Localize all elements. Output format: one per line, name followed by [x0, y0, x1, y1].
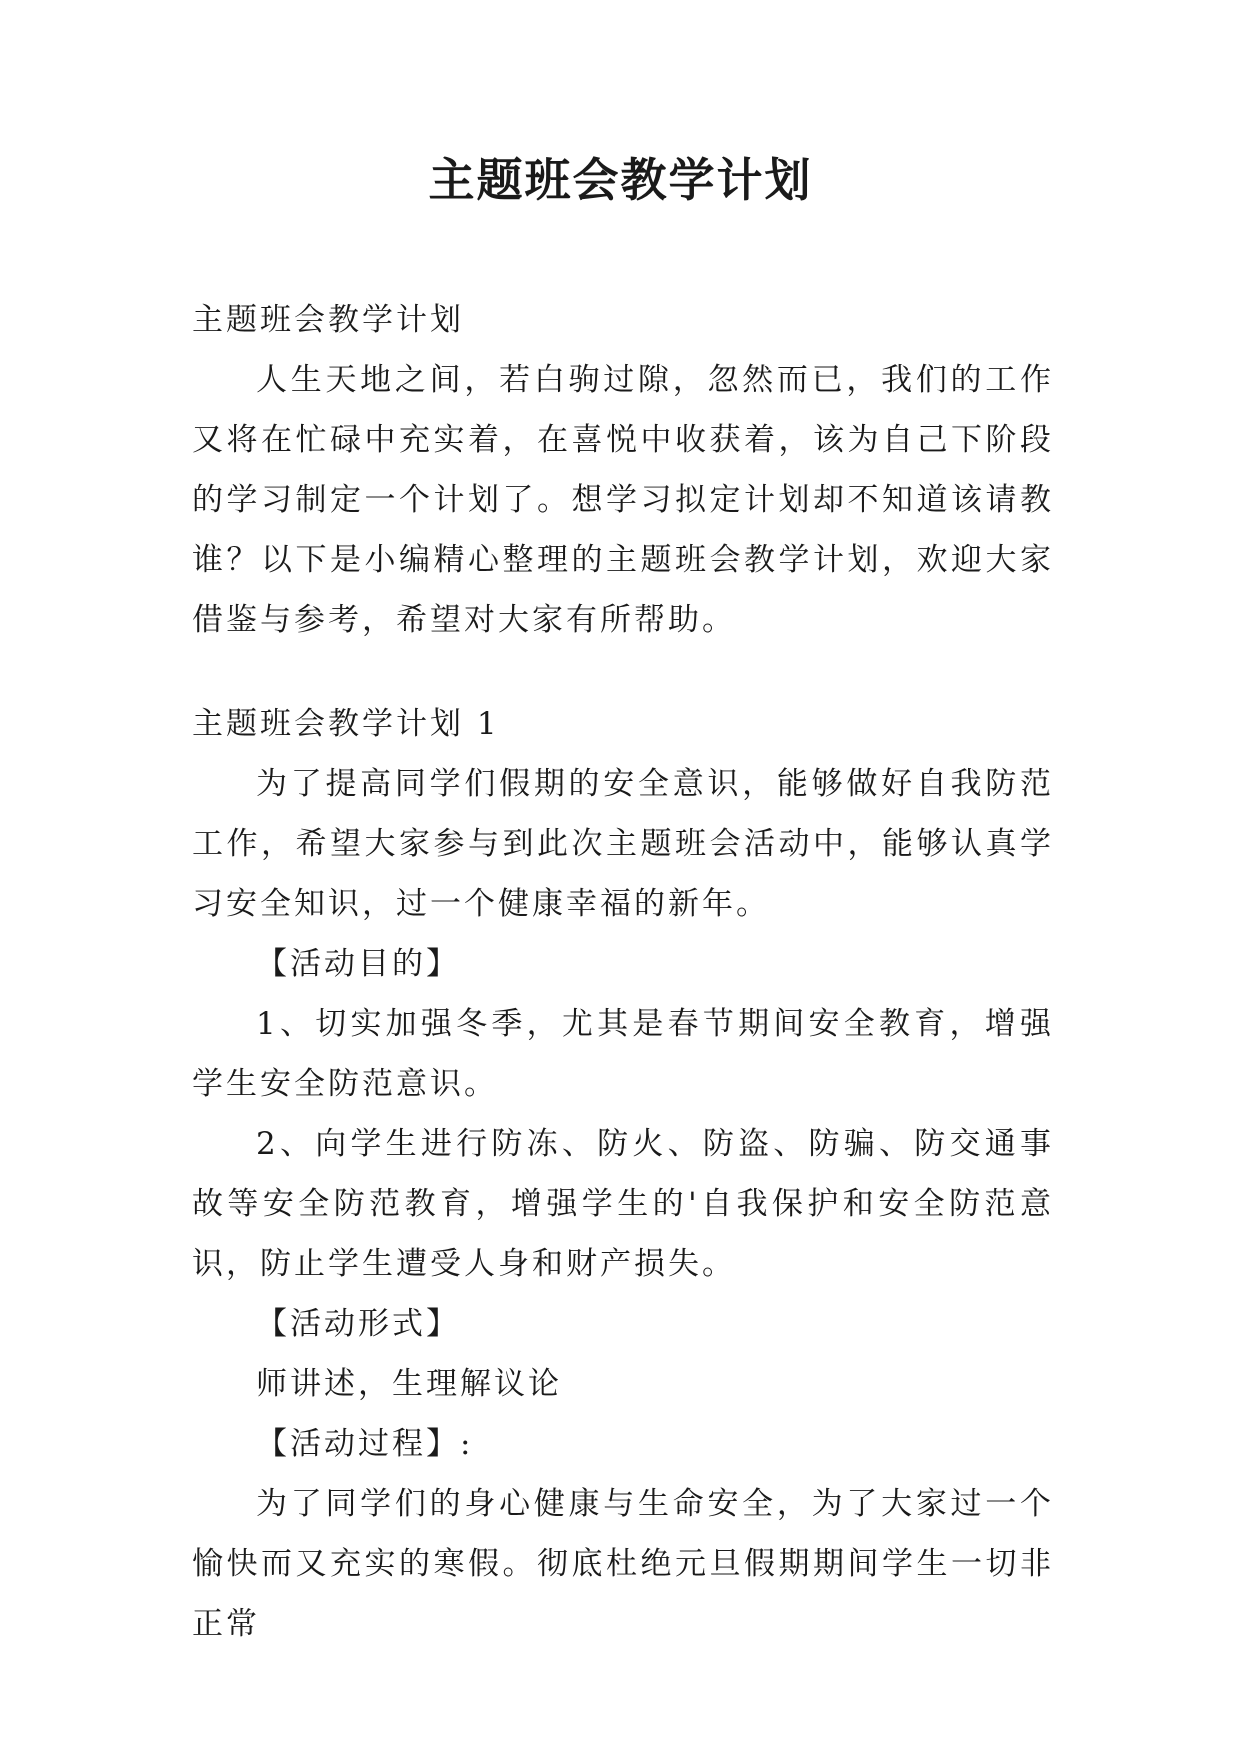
process-label: 【活动过程】: — [256, 1426, 474, 1462]
purpose-item-2: 2、向学生进行防冻、防火、防盗、防骗、防交通事故等安全防范教育，增强学生的'自我保护和安全防范意识，防止学生遭受人身和财产损失。 — [192, 1126, 1054, 1282]
intro-heading: 主题班会教学计划 — [192, 302, 464, 338]
form-label: 【活动形式】 — [256, 1306, 460, 1342]
section-1-heading: 主题班会教学计划 1 — [192, 706, 500, 742]
document-title: 主题班会教学计划 — [428, 153, 813, 207]
document-body — [192, 290, 1054, 1654]
purpose-label: 【活动目的】 — [256, 946, 460, 982]
section-1-paragraph: 为了提高同学们假期的安全意识，能够做好自我防范工作，希望大家参与到此次主题班会活动中，能够认真学习安全知识，过一个健康幸福的新年。 — [192, 766, 1054, 922]
intro-paragraph: 人生天地之间，若白驹过隙，忽然而已，我们的工作又将在忙碌中充实着，在喜悦中收获着，该为自己下阶段的学习制定一个计划了。想学习拟定计划却不知道该请教谁？以下是小编精心整理的主题班会教学计划，欢迎大家借鉴与参考，希望对大家有所帮助。 — [192, 362, 1054, 638]
purpose-item-1: 1、切实加强冬季，尤其是春节期间安全教育，增强学生安全防范意识。 — [192, 1006, 1054, 1102]
section-spacer — [192, 650, 1054, 694]
process-text: 为了同学们的身心健康与生命安全，为了大家过一个愉快而又充实的寒假。彻底杜绝元旦假期期间学生一切非正常 — [192, 1486, 1054, 1642]
form-text: 师讲述，生理解议论 — [256, 1366, 562, 1402]
